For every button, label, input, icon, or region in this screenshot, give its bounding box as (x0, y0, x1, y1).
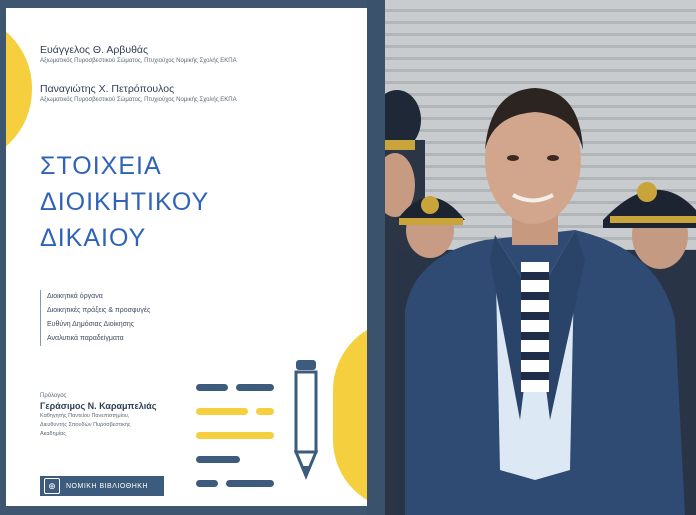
author-1-name: Ευάγγελος Θ. Αρβυθάς (40, 44, 149, 56)
topic-item: Αναλυτικά παραδείγματα (40, 332, 150, 346)
topic-item: Διοικητικές πράξεις & προσφυγές (40, 304, 150, 318)
author-1 (40, 44, 237, 64)
author-2-role: Αξιωματικός Πυροσβεστικού Σώματος, Πτυχιούχος Νομικής Σχολής ΕΚΠΑ (40, 97, 237, 103)
publisher-badge (40, 476, 164, 496)
publisher-logo-icon: ⊕ (44, 478, 60, 494)
man-in-suit (405, 88, 685, 515)
title-line-2: ΔΙΟΙΚΗΤΙΚΟΥ (40, 188, 210, 216)
book-title (40, 148, 209, 256)
illustration-line (196, 384, 228, 391)
illustration-line (196, 480, 218, 487)
cover-page (6, 8, 367, 506)
illustration-line (196, 432, 274, 439)
illustration-line (196, 408, 248, 415)
preface-name: Γεράσιμος Ν. Καραμπελιάς (40, 401, 157, 411)
topic-item: Ευθύνη Δημόσιας Διοίκησης (40, 318, 150, 332)
topic-item: Διοικητικά όργανα (40, 290, 150, 304)
publisher-name: ΝΟΜΙΚΗ ΒΙΒΛΙΟΘΗΚΗ (66, 482, 149, 490)
yellow-accent-bottom (333, 320, 367, 506)
title-line-1: ΣΤΟΙΧΕΙΑ (40, 152, 162, 180)
author-photo (385, 0, 696, 515)
preface-block (40, 393, 156, 438)
illustration-line (226, 480, 274, 487)
illustration-line (256, 408, 274, 415)
preface-desc-3: Ακαδημίας (40, 431, 66, 437)
illustration-line (236, 384, 274, 391)
author-2-name: Παναγιώτης Χ. Πετρόπουλος (40, 83, 175, 95)
topic-list (40, 290, 150, 346)
author-1-role: Αξιωματικός Πυροσβεστικού Σώματος, Πτυχιούχος Νομικής Σχολής ΕΚΠΑ (40, 58, 237, 64)
preface-desc-1: Καθηγητής Παντείου Πανεπιστημίου, (40, 413, 130, 419)
illustration-line (196, 456, 240, 463)
preface-desc-2: Διευθυντής Σπουδών Πυροσβεστικής (40, 422, 131, 428)
preface-label: Πρόλογος (40, 393, 67, 399)
pencil-icon (293, 360, 319, 480)
photo-illustration (385, 0, 696, 515)
title-line-3: ΔΙΚΑΙΟΥ (40, 224, 147, 252)
yellow-accent-top (6, 14, 32, 164)
cover-spine-strip (367, 0, 385, 515)
author-2 (40, 83, 237, 103)
